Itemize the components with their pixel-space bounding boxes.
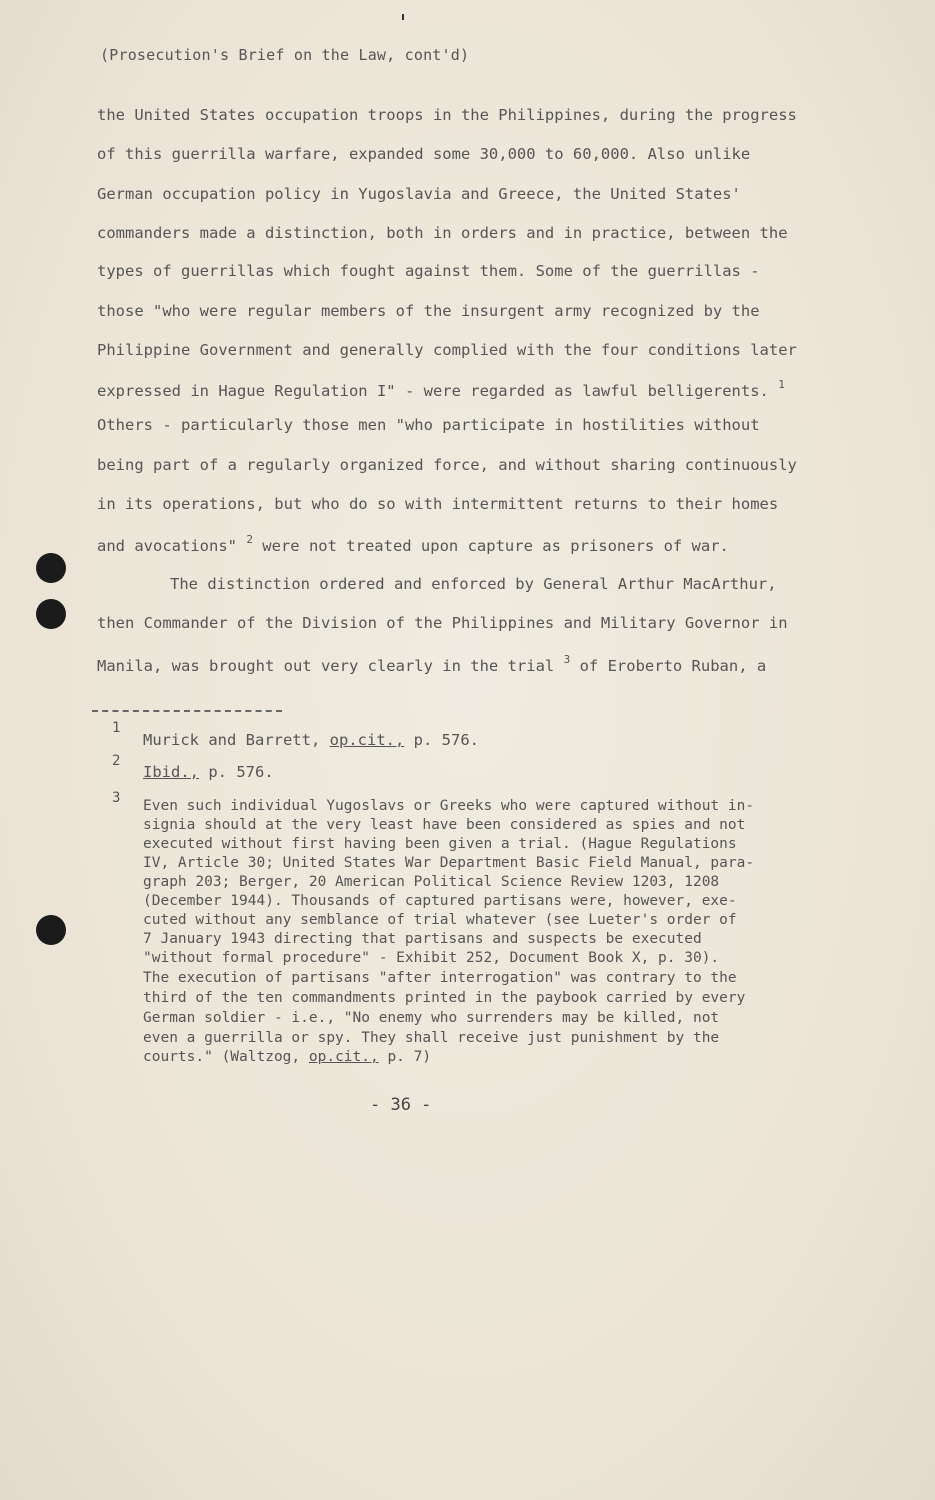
- footnote-3-line: 7 January 1943 directing that partisans and suspects be executed: [143, 931, 702, 947]
- footnote-3-line: (December 1944). Thousands of captured partisans were, however, exe-: [143, 893, 737, 909]
- body-text: Manila, was brought out very clearly in the trial: [97, 657, 555, 675]
- footnote-number: 1: [112, 720, 121, 736]
- footnote-number: 2: [112, 753, 121, 769]
- body-text: were not treated upon capture as prisoners of war.: [262, 537, 729, 555]
- footnote-3-line: IV, Article 30; United States War Department Basic Field Manual, para-: [143, 855, 755, 871]
- body-text: of Eroberto Ruban, a: [579, 657, 767, 675]
- body-line: [97, 378, 822, 400]
- footnote-3-line: graph 203; Berger, 20 American Political Science Review 1203, 1208: [143, 874, 720, 890]
- body-line: of this guerrilla warfare, expanded some 30,000 to 60,000. Also unlike: [97, 145, 751, 163]
- body-line: German occupation policy in Yugoslavia and Greece, the United States': [97, 185, 741, 203]
- footnote-2: [143, 763, 823, 781]
- footnote-text: p. 7): [387, 1049, 432, 1065]
- body-line: types of guerrillas which fought against them. Some of the guerrillas -: [97, 262, 760, 280]
- footnote-3-line: German soldier - i.e., "No enemy who surrenders may be killed, not: [143, 1010, 720, 1026]
- footnote-ref: 1: [778, 378, 785, 391]
- footnote-3-line: even a guerrilla or spy. They shall receive just punishment by the: [143, 1030, 720, 1046]
- footnote-text: p. 576.: [413, 731, 479, 749]
- footnote-3-line: [143, 1049, 823, 1065]
- footnote-ref: 2: [246, 533, 253, 546]
- body-line: [97, 653, 822, 675]
- footnote-1: [143, 731, 823, 749]
- body-line: being part of a regularly organized force, and without sharing continuously: [97, 456, 797, 474]
- footnote-divider: [92, 710, 282, 712]
- footnote-3-line: signia should at the very least have been considered as spies and not: [143, 817, 746, 833]
- body-line: Philippine Government and generally complied with the four conditions later: [97, 341, 797, 359]
- page-number: - 36 -: [370, 1095, 432, 1115]
- footnote-3-line: executed without first having been given a trial. (Hague Regulations: [143, 836, 737, 852]
- citation: op.cit.,: [308, 1049, 379, 1065]
- footnote-number: 3: [112, 790, 121, 806]
- footnote-3-line: The execution of partisans "after interrogation" was contrary to the: [143, 970, 737, 986]
- punch-hole: [36, 599, 66, 629]
- body-line: in its operations, but who do so with intermittent returns to their homes: [97, 495, 779, 513]
- citation: op.cit.,: [329, 731, 405, 749]
- page-header: (Prosecution's Brief on the Law, cont'd): [100, 46, 470, 64]
- footnote-3-line: "without formal procedure" - Exhibit 252, Document Book X, p. 30).: [143, 950, 720, 966]
- punch-hole: [36, 915, 66, 945]
- body-line: [97, 533, 822, 555]
- body-line: commanders made a distinction, both in orders and in practice, between the: [97, 224, 788, 242]
- footnote-3-line: cuted without any semblance of trial whatever (see Lueter's order of: [143, 912, 737, 928]
- footnote-3-line: third of the ten commandments printed in the paybook carried by every: [143, 990, 746, 1006]
- footnote-3-line: Even such individual Yugoslavs or Greeks who were captured without in-: [143, 798, 755, 814]
- footnote-text: courts." (Waltzog,: [143, 1049, 301, 1065]
- footnote-text: p. 576.: [208, 763, 274, 781]
- body-line: The distinction ordered and enforced by General Arthur MacArthur,: [170, 575, 777, 593]
- punch-hole: [36, 553, 66, 583]
- footnote-ref: 3: [563, 653, 571, 666]
- body-text: and avocations": [97, 537, 237, 555]
- top-mark: [402, 14, 404, 20]
- citation: Ibid.,: [143, 763, 199, 781]
- body-line: those "who were regular members of the insurgent army recognized by the: [97, 302, 760, 320]
- body-line: then Commander of the Division of the Philippines and Military Governor in: [97, 614, 788, 632]
- footnote-text: Murick and Barrett,: [143, 731, 321, 749]
- body-text: expressed in Hague Regulation I" - were regarded as lawful belligerents.: [97, 382, 769, 400]
- body-line: Others - particularly those men "who participate in hostilities without: [97, 416, 760, 434]
- body-line: the United States occupation troops in the Philippines, during the progress: [97, 106, 797, 124]
